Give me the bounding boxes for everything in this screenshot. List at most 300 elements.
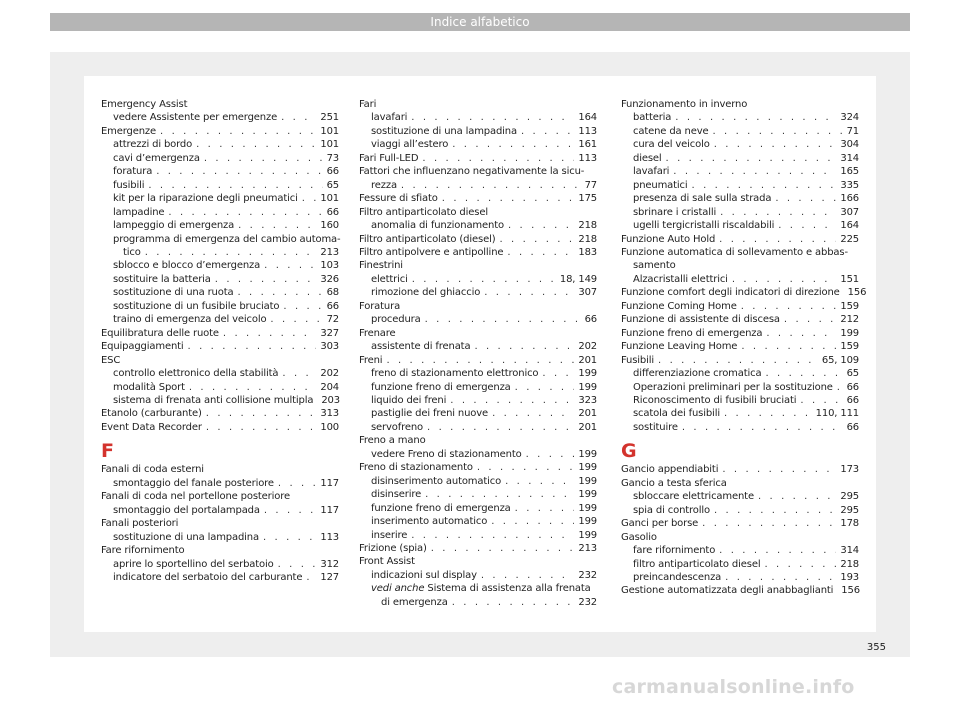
index-subentry (359, 569, 597, 582)
entry-text: sostituzione di un fusibile bruciato (113, 300, 280, 312)
entry-text: Fusibili (621, 354, 655, 366)
index-subentry (101, 259, 339, 272)
page-ref: 303 (320, 341, 339, 353)
index-subentry (621, 273, 859, 286)
page-ref: 159 (840, 300, 859, 312)
page-ref: 199 (578, 475, 597, 487)
index-subentry (101, 152, 339, 165)
index-subentry (621, 394, 859, 407)
dot-leader (442, 192, 575, 205)
index-subentry (359, 367, 597, 380)
index-entry (101, 125, 339, 138)
index-subentry (621, 179, 859, 192)
dot-leader (425, 488, 574, 501)
dot-leader (477, 461, 575, 474)
dot-leader (764, 558, 836, 571)
dot-leader (264, 259, 316, 272)
page-ref: 201 (578, 408, 597, 420)
index-entry (359, 354, 597, 367)
section-letter: G (621, 440, 637, 463)
entry-text: smontaggio del fanale posteriore (113, 477, 274, 489)
entry-text: sostituzione di una lampadina (113, 531, 259, 543)
index-subentry (101, 246, 339, 259)
page-ref: 199 (578, 529, 597, 541)
index-entry (101, 340, 339, 353)
entry-text: cura del veicolo (633, 139, 710, 151)
entry-text: Alzacristalli elettrici (633, 273, 728, 285)
index-entry (621, 286, 867, 299)
index-subentry (101, 179, 339, 192)
page-ref: 199 (578, 368, 597, 380)
index-subentry (359, 125, 597, 138)
dot-leader (719, 233, 836, 246)
index-entry (621, 584, 859, 597)
index-heading: Front Assist (359, 556, 415, 568)
page-ref: 175 (578, 193, 597, 205)
page-ref: 225 (840, 233, 859, 245)
index-heading: Gasolio (621, 531, 657, 543)
dot-leader (765, 367, 842, 380)
entry-text: Gestione automatizzata degli anabbaglianti (621, 585, 834, 597)
entry-text: Fessure di sfiato (359, 193, 438, 205)
entry-text: indicazioni sul display (371, 569, 477, 581)
index-subentry (359, 111, 597, 124)
page-ref: 117 (320, 477, 339, 489)
dot-leader (724, 407, 812, 420)
page-ref: 295 (840, 491, 859, 503)
index-subentry (101, 381, 339, 394)
page-ref: 66 (326, 166, 339, 178)
index-entry (359, 246, 597, 259)
page-ref: 66 (584, 314, 597, 326)
dot-leader (206, 421, 317, 434)
entry-text: sbloccare elettricamente (633, 491, 754, 503)
index-subentry (621, 219, 859, 232)
dot-leader (658, 354, 818, 367)
page-ref: 66 (846, 381, 859, 393)
dot-leader (507, 246, 574, 259)
page-ref: 251 (320, 112, 339, 124)
index-subentry (101, 367, 339, 380)
entry-text: inserimento automatico (371, 516, 488, 528)
page-ref: 100 (320, 421, 339, 433)
page-ref: 313 (320, 408, 339, 420)
page-ref: 213 (320, 246, 339, 258)
index-column-1 (101, 98, 339, 584)
page-ref: 193 (840, 571, 859, 583)
dot-leader (702, 517, 836, 530)
entry-text: Riconoscimento di fusibili bruciati (633, 394, 797, 406)
page-ref: 66 (846, 394, 859, 406)
index-heading: Finestrini (359, 260, 403, 272)
index-heading: Fare rifornimento (101, 545, 185, 557)
page-ref: 201 (578, 354, 597, 366)
page-ref: 66 (326, 206, 339, 218)
index-heading: Filtro antiparticolato diesel (359, 206, 488, 218)
page-ref: 183 (578, 246, 597, 258)
dot-leader (714, 138, 837, 151)
dot-leader (712, 125, 842, 138)
index-column-2 (359, 98, 597, 609)
index-entry (621, 313, 859, 326)
dot-leader (283, 300, 322, 313)
page-ref: 101 (320, 193, 339, 205)
entry-text: servofreno (371, 421, 424, 433)
dot-leader (281, 111, 316, 124)
index-entry (621, 340, 859, 353)
dot-leader (431, 542, 575, 555)
page-ref: 156 (847, 287, 867, 299)
entry-text: Frizione (spia) (359, 542, 427, 554)
entry-text: tico (123, 246, 141, 258)
entry-text: procedura (371, 314, 421, 326)
index-entry (621, 327, 859, 340)
page-ref: 307 (840, 206, 859, 218)
index-heading: Gancio a testa sferica (621, 477, 727, 489)
index-subentry (359, 340, 597, 353)
index-subentry (101, 111, 339, 124)
index-entry (621, 354, 859, 367)
page-ref: 202 (320, 368, 339, 380)
page-ref: 304 (840, 139, 859, 151)
dot-leader (204, 152, 323, 165)
entry-text: Sistema di assistenza alla frenata (424, 583, 591, 595)
page-ref: 68 (326, 287, 339, 299)
page-ref: 201 (578, 421, 597, 433)
index-subentry (359, 475, 597, 488)
entry-text: disinserire (371, 489, 422, 501)
index-heading: Funzionamento in inverno (621, 99, 748, 110)
index-subentry (359, 313, 597, 326)
dot-leader (189, 381, 316, 394)
index-entry (359, 192, 597, 205)
index-subentry (621, 206, 859, 219)
entry-text: Event Data Recorder (101, 421, 202, 433)
dot-leader (278, 558, 317, 571)
entry-text: pneumatici (633, 179, 688, 191)
page-ref: 164 (578, 112, 597, 124)
entry-text: Fari Full-LED (359, 152, 419, 164)
index-subentry (359, 488, 597, 501)
index-subentry (621, 407, 859, 420)
see-also-entry (359, 582, 597, 595)
entry-text: Gancio appendiabiti (621, 464, 719, 476)
entry-text: Freni (359, 354, 383, 366)
index-subentry (359, 138, 597, 151)
page-ref: 199 (578, 462, 597, 474)
index-subentry (359, 596, 597, 609)
index-entry (359, 233, 597, 246)
header-bar (50, 13, 910, 31)
dot-leader (682, 421, 843, 434)
entry-text: Funzione Auto Hold (621, 233, 716, 245)
index-subentry (101, 286, 339, 299)
dot-leader (215, 273, 317, 286)
page-ref: 161 (578, 139, 597, 151)
index-subentry (101, 165, 339, 178)
entry-text: diesel (633, 152, 662, 164)
index-entry (359, 461, 597, 474)
entry-text: lampeggio di emergenza (113, 220, 235, 232)
dot-leader (732, 273, 837, 286)
page-ref: 199 (578, 448, 597, 460)
index-subentry (101, 300, 339, 313)
entry-text: Funzione freno di emergenza (621, 327, 763, 339)
page-ref: 65 (846, 368, 859, 380)
index-subentry (621, 192, 859, 205)
entry-text: ugelli tergicristalli riscaldabili (633, 220, 775, 232)
dot-leader (196, 138, 316, 151)
entry-text: Funzione di assistente di discesa (621, 314, 780, 326)
page-ref: 160 (320, 220, 339, 232)
index-subentry (621, 558, 859, 571)
dot-leader (148, 179, 322, 192)
index-entry (101, 327, 339, 340)
entry-text: sostituire (633, 421, 678, 433)
entry-text: di emergenza (381, 596, 448, 608)
dot-leader (766, 327, 836, 340)
index-subentry (621, 367, 859, 380)
dot-leader (741, 300, 837, 313)
index-heading: Foratura (359, 300, 401, 312)
index-subheading: samento (633, 260, 676, 272)
dot-leader (666, 152, 837, 165)
entry-text: foratura (113, 166, 153, 178)
dot-leader (168, 206, 322, 219)
index-entry (621, 233, 859, 246)
dot-leader (692, 179, 837, 192)
entry-text: vedere Freno di stazionamento (371, 448, 522, 460)
page-ref: 199 (578, 489, 597, 501)
index-subentry (359, 394, 597, 407)
dot-leader (206, 407, 317, 420)
entry-text: cavi d’emergenza (113, 152, 200, 164)
index-heading: Fari (359, 99, 377, 110)
dot-leader (675, 111, 836, 124)
index-subentry (359, 421, 597, 434)
dot-leader (505, 475, 574, 488)
page-ref: 213 (578, 542, 597, 554)
entry-text: anomalia di funzionamento (371, 220, 504, 232)
entry-text: filtro antiparticolato diesel (633, 558, 761, 570)
page-ref: 72 (326, 314, 339, 326)
dot-leader (719, 544, 836, 557)
entry-text: elettrici (371, 273, 408, 285)
dot-leader (484, 286, 574, 299)
entry-text: inserire (371, 529, 408, 541)
page-ref: 173 (840, 464, 859, 476)
page-ref: 159 (840, 341, 859, 353)
dot-leader (411, 111, 574, 124)
entry-text: vedere Assistente per emergenze (113, 112, 278, 124)
page-ref: 202 (578, 341, 597, 353)
index-subentry (621, 544, 859, 557)
index-subentry (101, 192, 339, 205)
entry-text: aprire lo sportellino del serbatoio (113, 558, 274, 570)
dot-leader (758, 490, 836, 503)
index-subentry (621, 421, 859, 434)
entry-text: Ganci per borse (621, 518, 699, 530)
index-subentry (359, 273, 597, 286)
index-subentry (621, 381, 859, 394)
page-ref: 327 (320, 327, 339, 339)
page-ref: 314 (840, 545, 859, 557)
dot-leader (401, 179, 581, 192)
index-subentry (101, 558, 339, 571)
dot-leader (411, 529, 574, 542)
page-ref: 164 (840, 220, 859, 232)
dot-leader (474, 340, 574, 353)
entry-text: Operazioni preliminari per la sostituzione (633, 381, 833, 393)
index-subentry (101, 313, 339, 326)
index-entry (101, 421, 339, 434)
entry-text: preincandescenza (633, 571, 722, 583)
page-ref: 101 (320, 125, 339, 137)
index-subentry (621, 125, 859, 138)
page-ref: 73 (326, 152, 339, 164)
dot-leader (160, 125, 316, 138)
page-ref: 127 (320, 571, 339, 583)
dot-leader (673, 165, 836, 178)
dot-leader (508, 219, 574, 232)
entry-text: Equilibratura delle ruote (101, 327, 219, 339)
entry-text: Equipaggiamenti (101, 341, 184, 353)
index-column-3 (621, 98, 867, 598)
index-heading: Fanali di coda nel portellone posteriore (101, 491, 290, 503)
dot-leader (156, 165, 322, 178)
entry-text: fusibili (113, 179, 145, 191)
entry-text: liquido dei freni (371, 394, 447, 406)
entry-text: Freno di stazionamento (359, 462, 473, 474)
page-ref: 113 (320, 531, 339, 543)
dot-leader (515, 502, 575, 515)
dot-leader (725, 571, 836, 584)
entry-text: rezza (371, 179, 397, 191)
entry-text: disinserimento automatico (371, 475, 502, 487)
dot-leader (542, 367, 574, 380)
entry-text: Emergenze (101, 125, 157, 137)
index-subentry (621, 138, 859, 151)
dot-leader (492, 407, 574, 420)
entry-text: Etanolo (carburante) (101, 408, 202, 420)
index-subentry (359, 381, 597, 394)
entry-text: smontaggio del portalampada (113, 504, 260, 516)
page-ref: 66 (846, 421, 859, 433)
entry-text: indicatore del serbatoio del carburante (113, 571, 303, 583)
see-also-prefix: vedi anche (371, 583, 425, 595)
index-entry (359, 152, 597, 165)
index-subentry (101, 531, 339, 544)
entry-text: sostituzione di una lampadina (371, 125, 517, 137)
dot-leader (263, 531, 316, 544)
dot-leader (302, 192, 317, 205)
index-subheading: programma di emergenza del cambio automa- (113, 233, 341, 245)
entry-text: sbrinare i cristalli (633, 206, 717, 218)
page-number: 355 (866, 642, 886, 653)
dot-leader (427, 421, 574, 434)
page-ref: 218 (578, 233, 597, 245)
page-ref: 156 (841, 585, 860, 597)
page-ref: 77 (584, 179, 597, 191)
page-ref: 165 (840, 166, 859, 178)
dot-leader (412, 273, 556, 286)
page-ref: 323 (578, 394, 597, 406)
dot-leader (452, 596, 575, 609)
entry-text: sistema di frenata anti collisione multipla (113, 394, 314, 406)
dot-leader (837, 381, 843, 394)
page-ref: 218 (840, 558, 859, 570)
entry-text: Funzione comfort degli indicatori di direzione (621, 287, 840, 299)
entry-text: freno di stazionamento elettronico (371, 368, 539, 380)
page-ref: 335 (840, 179, 859, 191)
page-ref: 203 (321, 394, 340, 406)
page-ref: 212 (840, 314, 859, 326)
index-subentry (359, 529, 597, 542)
dot-leader (784, 313, 836, 326)
page-ref: 314 (840, 152, 859, 164)
section-letter: F (101, 440, 114, 463)
dot-leader (521, 125, 574, 138)
dot-leader (386, 354, 574, 367)
index-entry (359, 542, 597, 555)
index-subentry (359, 448, 597, 461)
page-ref: 204 (320, 381, 339, 393)
index-subentry (101, 206, 339, 219)
entry-text: Filtro antiparticolato (diesel) (359, 233, 496, 245)
index-heading: Fanali di coda esterni (101, 464, 204, 476)
index-subentry (359, 179, 597, 192)
index-subentry (621, 111, 859, 124)
entry-text: lavafari (633, 166, 670, 178)
index-subentry (359, 286, 597, 299)
entry-text: Funzione Coming Home (621, 300, 737, 312)
page-ref: 178 (840, 518, 859, 530)
entry-text: lavafari (371, 112, 408, 124)
dot-leader (800, 394, 842, 407)
index-subentry (621, 152, 859, 165)
entry-text: attrezzi di bordo (113, 139, 193, 151)
index-entry (621, 300, 859, 313)
dot-leader (278, 477, 316, 490)
dot-leader (722, 463, 836, 476)
page-ref: 232 (578, 596, 597, 608)
page-ref: 324 (840, 112, 859, 124)
entry-text: batteria (633, 112, 672, 124)
dot-leader (282, 367, 316, 380)
index-subentry (101, 477, 339, 490)
entry-text: viaggi all’estero (371, 139, 449, 151)
index-heading: Emergency Assist (101, 99, 188, 110)
dot-leader (145, 246, 317, 259)
index-heading: ESC (101, 354, 121, 366)
dot-leader (264, 504, 317, 517)
page-ref: 101 (320, 139, 339, 151)
index-subentry (621, 571, 859, 584)
index-entry (621, 517, 859, 530)
entry-text: spia di controllo (633, 504, 710, 516)
page-ref: 166 (840, 193, 859, 205)
page-ref: 103 (320, 260, 339, 272)
page-title: Indice alfabetico (430, 15, 530, 29)
entry-text: sblocco e blocco d’emergenza (113, 260, 261, 272)
index-subentry (101, 571, 339, 584)
index-heading: Fanali posteriori (101, 518, 179, 530)
index-heading: Fattori che influenzano negativamente la sicu- (359, 166, 585, 178)
page-ref: 113 (578, 152, 597, 164)
dot-leader (238, 219, 316, 232)
page-ref: 113 (578, 125, 597, 137)
index-subentry (359, 515, 597, 528)
